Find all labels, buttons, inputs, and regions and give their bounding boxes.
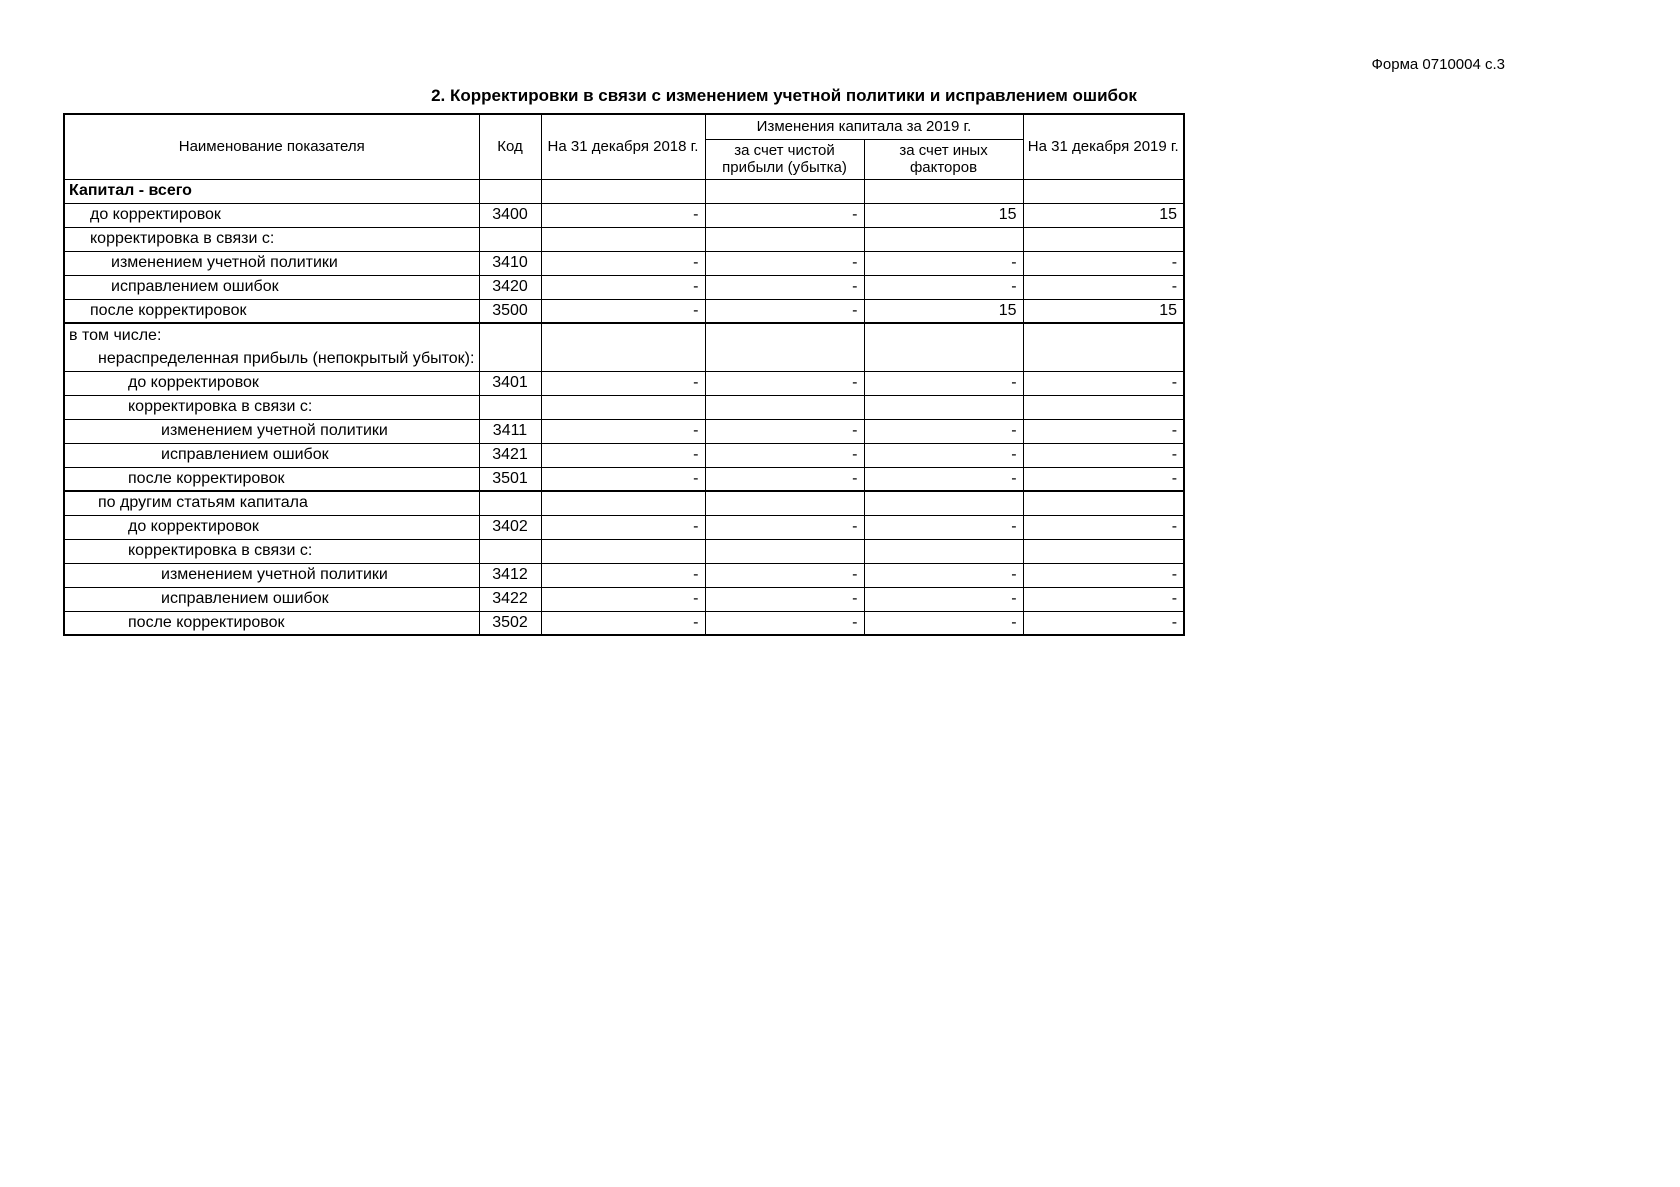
cell-dec2019 (1023, 491, 1184, 515)
cell-dec2018 (541, 323, 705, 347)
cell-dec2019: - (1023, 611, 1184, 635)
cell-dec2019: - (1023, 515, 1184, 539)
cell-dec2019: 15 (1023, 203, 1184, 227)
col-header-name: Наименование показателя (64, 114, 479, 179)
row-code (479, 227, 541, 251)
col-header-code: Код (479, 114, 541, 179)
cell-net-profit: - (705, 419, 864, 443)
cell-dec2018 (541, 539, 705, 563)
cell-other-factors: 15 (864, 299, 1023, 323)
col-header-dec2019: На 31 декабря 2019 г. (1023, 114, 1184, 179)
row-label: изменением учетной политики (64, 251, 479, 275)
cell-other-factors: 15 (864, 203, 1023, 227)
cell-dec2018: - (541, 563, 705, 587)
row-label: корректировка в связи с: (64, 227, 479, 251)
col-header-other-factors: за счет иных факторов (864, 139, 1023, 179)
cell-dec2019 (1023, 347, 1184, 371)
cell-dec2018: - (541, 515, 705, 539)
col-header-dec2018: На 31 декабря 2018 г. (541, 114, 705, 179)
table-row (64, 515, 1184, 539)
cell-other-factors (864, 323, 1023, 347)
table-row (64, 203, 1184, 227)
cell-dec2019: - (1023, 587, 1184, 611)
cell-dec2018 (541, 179, 705, 203)
row-code: 3422 (479, 587, 541, 611)
cell-dec2019: - (1023, 371, 1184, 395)
cell-dec2018: - (541, 299, 705, 323)
row-code: 3502 (479, 611, 541, 635)
row-code: 3411 (479, 419, 541, 443)
row-label: до корректировок (64, 515, 479, 539)
cell-net-profit: - (705, 587, 864, 611)
table-row (64, 419, 1184, 443)
row-code (479, 491, 541, 515)
cell-net-profit: - (705, 611, 864, 635)
cell-net-profit: - (705, 203, 864, 227)
cell-other-factors: - (864, 371, 1023, 395)
cell-dec2019: - (1023, 443, 1184, 467)
table-row (64, 179, 1184, 203)
row-label: по другим статьям капитала (64, 491, 479, 515)
table-row (64, 347, 1184, 371)
cell-dec2018 (541, 227, 705, 251)
cell-dec2019 (1023, 179, 1184, 203)
row-code: 3400 (479, 203, 541, 227)
cell-dec2019 (1023, 539, 1184, 563)
table-row (64, 395, 1184, 419)
row-label: после корректировок (64, 467, 479, 491)
cell-other-factors: - (864, 443, 1023, 467)
cell-other-factors: - (864, 515, 1023, 539)
table-row (64, 611, 1184, 635)
cell-dec2019: - (1023, 275, 1184, 299)
row-label: Капитал - всего (64, 179, 479, 203)
cell-other-factors: - (864, 467, 1023, 491)
cell-net-profit: - (705, 443, 864, 467)
cell-net-profit (705, 347, 864, 371)
cell-dec2018: - (541, 275, 705, 299)
row-code: 3421 (479, 443, 541, 467)
cell-net-profit: - (705, 275, 864, 299)
table-body (64, 179, 1184, 635)
row-code: 3501 (479, 467, 541, 491)
cell-dec2018 (541, 347, 705, 371)
cell-other-factors (864, 395, 1023, 419)
row-label: после корректировок (64, 611, 479, 635)
cell-dec2018: - (541, 419, 705, 443)
col-header-changes-group: Изменения капитала за 2019 г. (705, 114, 1023, 139)
table-row (64, 299, 1184, 323)
row-code (479, 179, 541, 203)
cell-dec2018: - (541, 611, 705, 635)
row-code: 3420 (479, 275, 541, 299)
cell-dec2018: - (541, 467, 705, 491)
cell-other-factors: - (864, 419, 1023, 443)
row-label: исправлением ошибок (64, 443, 479, 467)
row-code: 3500 (479, 299, 541, 323)
table-row (64, 371, 1184, 395)
table-row (64, 539, 1184, 563)
row-label: нераспределенная прибыль (непокрытый убыток): (64, 347, 479, 371)
cell-other-factors (864, 347, 1023, 371)
row-label: корректировка в связи с: (64, 539, 479, 563)
table-row (64, 587, 1184, 611)
cell-other-factors (864, 179, 1023, 203)
header-row-1 (64, 114, 1184, 139)
cell-dec2019: - (1023, 419, 1184, 443)
cell-net-profit: - (705, 371, 864, 395)
row-label: исправлением ошибок (64, 587, 479, 611)
cell-dec2019: - (1023, 251, 1184, 275)
cell-net-profit: - (705, 563, 864, 587)
cell-dec2018: - (541, 203, 705, 227)
table-row (64, 251, 1184, 275)
cell-net-profit (705, 179, 864, 203)
page-title: 2. Корректировки в связи с изменением учетной политики и исправлением ошибок (431, 86, 1137, 105)
cell-other-factors (864, 227, 1023, 251)
row-code: 3402 (479, 515, 541, 539)
cell-net-profit (705, 227, 864, 251)
cell-dec2019: 15 (1023, 299, 1184, 323)
cell-net-profit (705, 539, 864, 563)
table-row (64, 443, 1184, 467)
cell-other-factors: - (864, 251, 1023, 275)
row-label: до корректировок (64, 203, 479, 227)
cell-other-factors: - (864, 611, 1023, 635)
row-label: в том числе: (64, 323, 479, 347)
row-code (479, 539, 541, 563)
row-label: изменением учетной политики (64, 419, 479, 443)
row-code (479, 395, 541, 419)
row-label: изменением учетной политики (64, 563, 479, 587)
cell-dec2018: - (541, 443, 705, 467)
table-row (64, 491, 1184, 515)
table-row (64, 563, 1184, 587)
cell-dec2018 (541, 491, 705, 515)
cell-dec2018: - (541, 371, 705, 395)
cell-dec2019 (1023, 323, 1184, 347)
cell-dec2018: - (541, 587, 705, 611)
cell-dec2018: - (541, 251, 705, 275)
cell-dec2019: - (1023, 467, 1184, 491)
col-header-net-profit: за счет чистой прибыли (убытка) (705, 139, 864, 179)
table-row (64, 275, 1184, 299)
cell-net-profit (705, 323, 864, 347)
cell-dec2019 (1023, 395, 1184, 419)
cell-other-factors (864, 491, 1023, 515)
table-header (64, 114, 1184, 179)
cell-dec2019 (1023, 227, 1184, 251)
row-code: 3401 (479, 371, 541, 395)
cell-net-profit: - (705, 515, 864, 539)
cell-other-factors (864, 539, 1023, 563)
row-label: до корректировок (64, 371, 479, 395)
cell-other-factors: - (864, 275, 1023, 299)
document-page (0, 0, 1505, 636)
cell-dec2018 (541, 395, 705, 419)
row-label: корректировка в связи с: (64, 395, 479, 419)
row-code (479, 323, 541, 347)
cell-dec2019: - (1023, 563, 1184, 587)
cell-other-factors: - (864, 563, 1023, 587)
form-reference: Форма 0710004 с.3 (1371, 56, 1505, 73)
row-code (479, 347, 541, 371)
cell-net-profit: - (705, 299, 864, 323)
table-row (64, 227, 1184, 251)
table-row (64, 323, 1184, 347)
row-code: 3410 (479, 251, 541, 275)
row-code: 3412 (479, 563, 541, 587)
row-label: после корректировок (64, 299, 479, 323)
adjustments-table (63, 113, 1185, 636)
row-label: исправлением ошибок (64, 275, 479, 299)
table-row (64, 467, 1184, 491)
cell-net-profit (705, 395, 864, 419)
cell-net-profit (705, 491, 864, 515)
cell-net-profit: - (705, 467, 864, 491)
cell-other-factors: - (864, 587, 1023, 611)
cell-net-profit: - (705, 251, 864, 275)
